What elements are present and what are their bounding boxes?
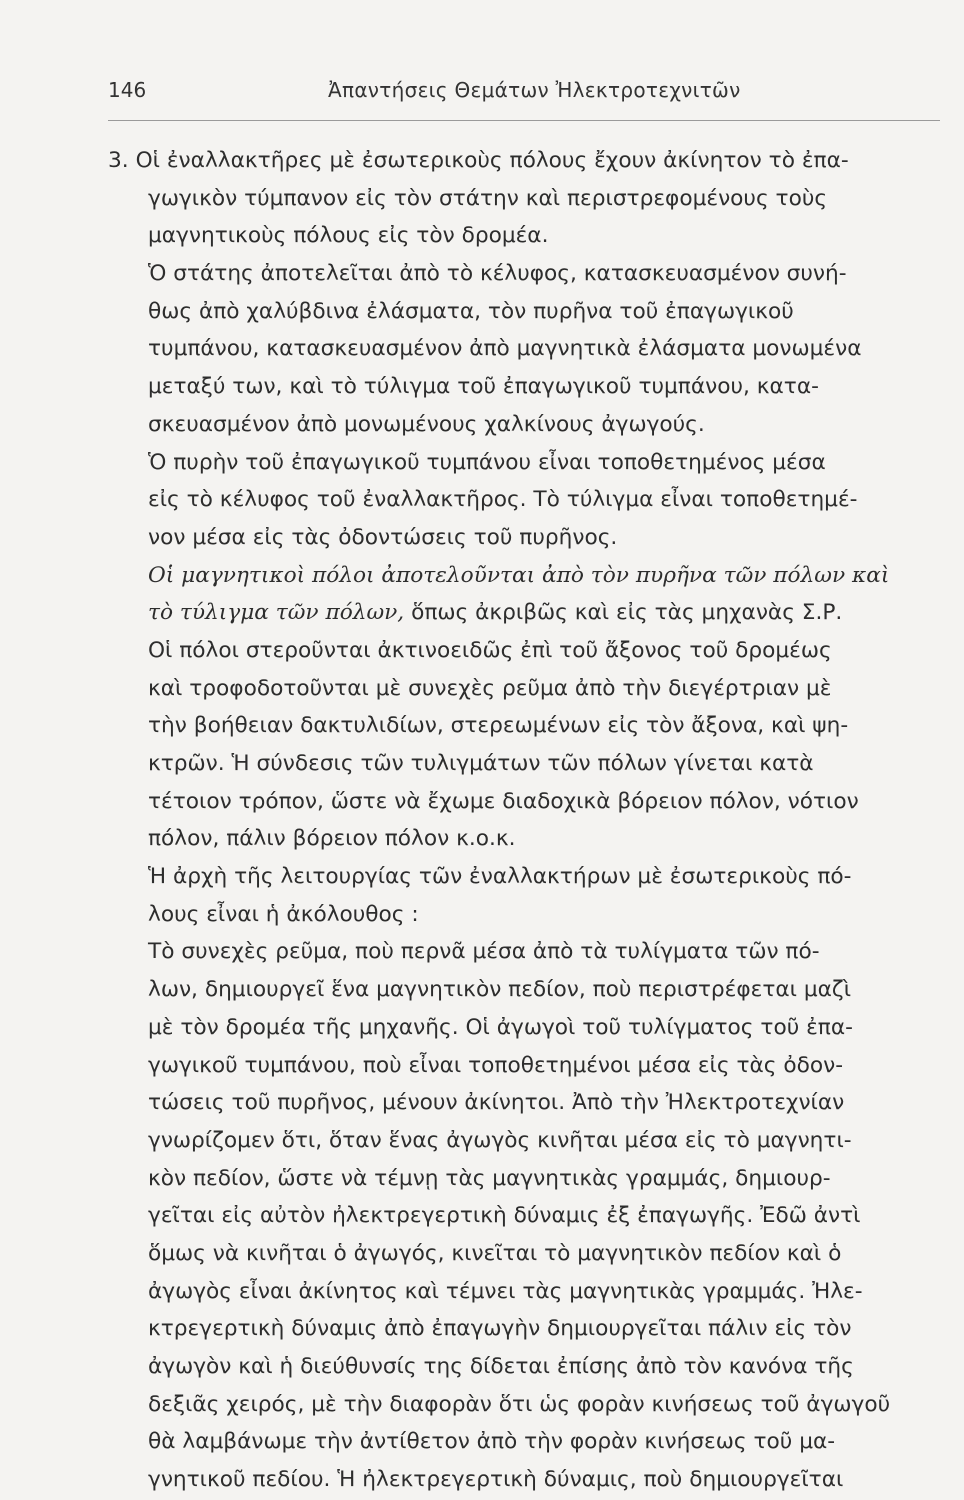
text-line: νον μέσα εἰς τὰς ὀδοντώσεις τοῦ πυρῆνος. — [148, 524, 618, 550]
running-title: Ἀπαντήσεις Θεμάτων Ἠλεκτροτεχνιτῶν — [328, 78, 741, 102]
text-line: γεῖται εἰς αὐτὸν ἠλεκτρεγερτικὴ δύναμις ἐξ ἐπαγωγῆς. Ἐδῶ ἀντὶ — [148, 1203, 861, 1229]
text-line: λων, δημιουργεῖ ἕνα μαγνητικὸν πεδίον, ποὺ περιστρέφεται μαζὶ — [148, 977, 852, 1003]
text-line: Οἱ πόλοι στεροῦνται ἀκτινοειδῶς ἐπὶ τοῦ ἄξονος τοῦ δρομέως — [148, 637, 832, 663]
text-line: καὶ τροφοδοτοῦνται μὲ συνεχὲς ρεῦμα ἀπὸ τὴν διεγέρτριαν μὲ — [148, 675, 832, 701]
text-line: τὴν βοήθειαν δακτυλιδίων, στερεωμένων εἰς τὸν ἄξονα, καὶ ψη- — [148, 713, 849, 739]
page-header — [108, 70, 940, 110]
text-line: τώσεις τοῦ πυρῆνος, μένουν ἀκίνητοι. Ἀπὸ τὴν Ἠλεκτροτεχνίαν — [148, 1090, 845, 1116]
text-line: εἰς τὸ κέλυφος τοῦ ἐναλλακτῆρος. Τὸ τύλιγμα εἶναι τοποθετημέ- — [148, 487, 858, 513]
text-line: τέτοιον τρόπον, ὥστε νὰ ἔχωμε διαδοχικὰ βόρειον πόλον, νότιον — [148, 788, 859, 814]
text-line: γωγικὸν τύμπανον εἰς τὸν στάτην καὶ περιστρεφομένους τοὺς — [148, 185, 828, 211]
text-line: τυμπάνου, κατασκευασμένον ἀπὸ μαγνητικὰ ἐλάσματα μονωμένα — [148, 336, 862, 362]
text-line: Ὁ στάτης ἀποτελεῖται ἀπὸ τὸ κέλυφος, κατασκευασμένον συνή- — [148, 261, 847, 287]
text-line: θως ἀπὸ χαλύβδινα ἐλάσματα, τὸν πυρῆνα τοῦ ἐπαγωγικοῦ — [148, 298, 794, 324]
text-line: γνητικοῦ πεδίου. Ἡ ἠλεκτρεγερτικὴ δύναμις, ποὺ δημιουργεῖται — [148, 1467, 844, 1493]
italic-span: τὸ τύλιγμα τῶν πόλων, — [148, 600, 405, 626]
text-line: μὲ τὸν δρομέα τῆς μηχανῆς. Οἱ ἀγωγοὶ τοῦ τυλίγματος τοῦ ἐπα- — [148, 1014, 853, 1040]
text-line: Τὸ συνεχὲς ρεῦμα, ποὺ περνᾶ μέσα ἀπὸ τὰ τυλίγματα τῶν πό- — [148, 939, 820, 965]
text-line: 3. Οἱ ἐναλλακτῆρες μὲ ἐσωτερικοὺς πόλους ἔχουν ἀκίνητον τὸ ἐπα- — [108, 148, 849, 173]
text-line: πόλον, πάλιν βόρειον πόλον κ.ο.κ. — [148, 826, 516, 852]
text-line: σκευασμένον ἀπὸ μονωμένους χαλκίνους ἀγωγούς. — [148, 411, 705, 437]
text-line: λους εἶναι ἡ ἀκόλουθος : — [148, 901, 419, 927]
italic-text-line: Οἱ μαγνητικοὶ πόλοι ἀποτελοῦνται ἀπὸ τὸν πυρῆνα τῶν πόλων καὶ — [148, 562, 890, 588]
text-line-mixed — [108, 594, 952, 632]
text-line: ἀγωγὸν καὶ ἡ διεύθυνσίς της δίδεται ἐπίσης ἀπὸ τὸν κανόνα τῆς — [148, 1354, 854, 1379]
text-line: Ὁ πυρὴν τοῦ ἐπαγωγικοῦ τυμπάνου εἶναι τοποθετημένος μέσα — [148, 449, 826, 475]
text-line: κὸν πεδίον, ὥστε νὰ τέμνῃ τὰς μαγνητικὰς γραμμάς, δημιουρ- — [148, 1165, 831, 1191]
text-line: γωγικοῦ τυμπάνου, ποὺ εἶναι τοποθετημένοι μέσα εἰς τὰς ὀδον- — [148, 1052, 844, 1078]
text-line: θὰ λαμβάνωμε τὴν ἀντίθετον ἀπὸ τὴν φορὰν κινήσεως τοῦ μα- — [148, 1429, 836, 1455]
text-line: γνωρίζομεν ὅτι, ὅταν ἕνας ἀγωγὸς κινῆται μέσα εἰς τὸ μαγνητι- — [148, 1127, 852, 1153]
header-rule — [108, 120, 940, 121]
body-text — [108, 142, 952, 1499]
text-line: Ἡ ἀρχὴ τῆς λειτουργίας τῶν ἐναλλακτήρων μὲ ἐσωτερικοὺς πό- — [148, 864, 852, 890]
text-line: ἀγωγὸς εἶναι ἀκίνητος καὶ τέμνει τὰς μαγνητικὰς γραμμάς. Ἠλε- — [148, 1278, 863, 1304]
text-line: δεξιᾶς χειρός, μὲ τὴν διαφορὰν ὅτι ὡς φορὰν κινήσεως τοῦ ἀγωγοῦ — [148, 1391, 891, 1417]
roman-span: ὅπως ἀκριβῶς καὶ εἰς τὰς μηχανὰς Σ.Ρ. — [404, 600, 843, 626]
text-line: μεταξύ των, καὶ τὸ τύλιγμα τοῦ ἐπαγωγικοῦ τυμπάνου, κατα- — [148, 374, 819, 400]
text-line: κτρεγερτικὴ δύναμις ἀπὸ ἐπαγωγὴν δημιουργεῖται πάλιν εἰς τὸν — [148, 1316, 852, 1342]
page-number: 146 — [108, 78, 147, 102]
text-line: κτρῶν. Ἡ σύνδεσις τῶν τυλιγμάτων τῶν πόλων γίνεται κατὰ — [148, 751, 814, 776]
text-line: μαγνητικοὺς πόλους εἰς τὸν δρομέα. — [148, 223, 549, 249]
text-line: ὅμως νὰ κινῆται ὁ ἀγωγός, κινεῖται τὸ μαγνητικὸν πεδίον καὶ ὁ — [148, 1240, 842, 1266]
